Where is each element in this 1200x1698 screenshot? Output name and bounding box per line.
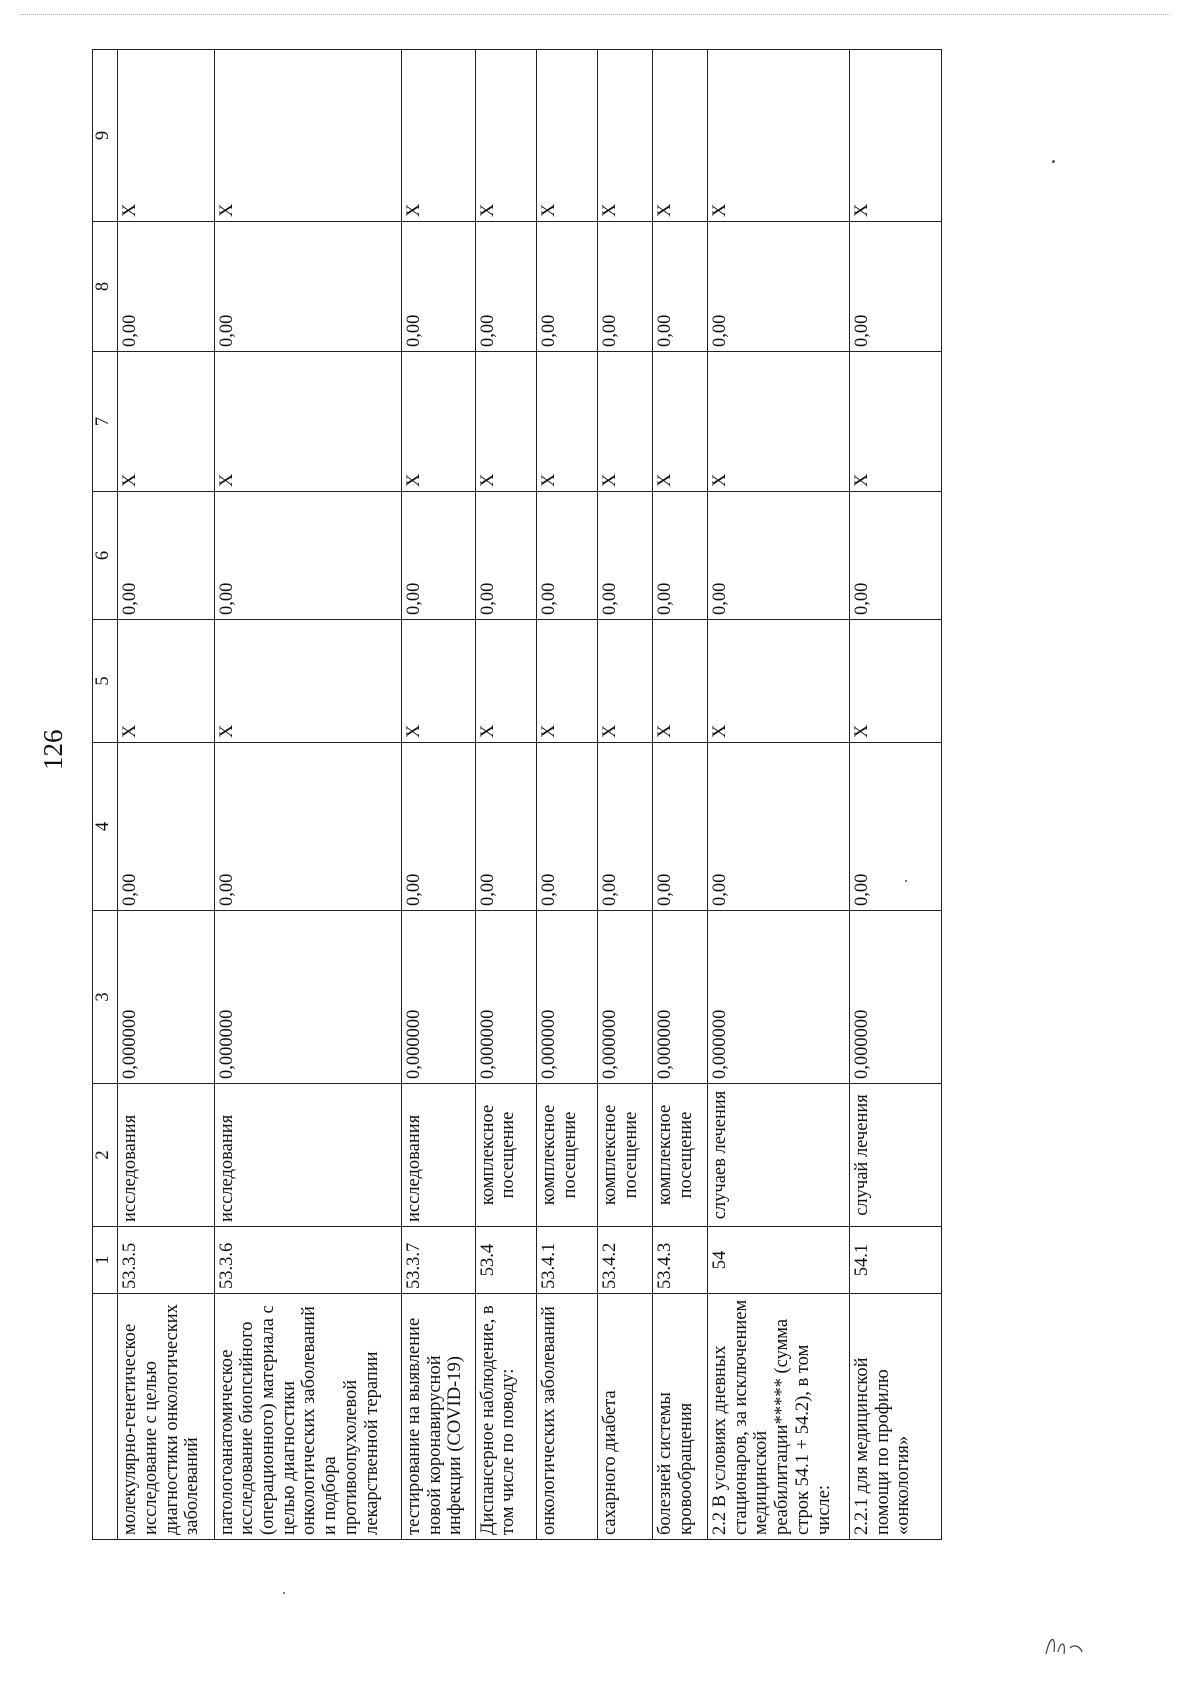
table-cell-col-7: X bbox=[536, 352, 597, 492]
table-cell-col-0: болезней системы кровообращения bbox=[653, 1294, 708, 1540]
table-cell-col-0: молекулярно-генетическое исследование с целью диагностики онкологических заболеваний bbox=[118, 1294, 214, 1540]
table-cell-col-8: 0,00 bbox=[598, 222, 653, 352]
table-cell-col-6: 0,00 bbox=[849, 492, 941, 620]
header-cell: 2 bbox=[93, 1084, 118, 1227]
table-row bbox=[401, 50, 475, 1540]
table-cell-col-0: патологоанатомическое исследование биопсийного (операционного) материала с целью диагностики онкологических заболеваний и подбора противоопухолевой лекарственной терапии bbox=[214, 1294, 401, 1540]
table-cell-col-3: 0,000000 bbox=[598, 911, 653, 1084]
table-cell-col-3: 0,000000 bbox=[653, 911, 708, 1084]
table-cell-col-6: 0,00 bbox=[401, 492, 475, 620]
table-cell-col-1: 53.3.6 bbox=[214, 1227, 401, 1294]
table-cell-col-6: 0,00 bbox=[707, 492, 849, 620]
header-cell bbox=[93, 1294, 118, 1540]
table-cell-col-1: 53.3.5 bbox=[118, 1227, 214, 1294]
table-row bbox=[707, 50, 849, 1540]
table-cell-col-7: X bbox=[653, 352, 708, 492]
table-cell-col-2: комплексное посещение bbox=[653, 1084, 708, 1227]
table-cell-col-6: 0,00 bbox=[536, 492, 597, 620]
table-cell-col-3: 0,000000 bbox=[536, 911, 597, 1084]
table-cell-col-6: 0,00 bbox=[475, 492, 536, 620]
table-cell-col-4: 0,00 bbox=[707, 743, 849, 911]
table-cell-col-8: 0,00 bbox=[401, 222, 475, 352]
table-cell-col-3: 0,000000 bbox=[401, 911, 475, 1084]
table-cell-col-4: 0,00 bbox=[849, 743, 941, 911]
table-cell-col-1: 53.4.3 bbox=[653, 1227, 708, 1294]
table-cell-col-6: 0,00 bbox=[653, 492, 708, 620]
table-row bbox=[118, 50, 214, 1540]
table-cell-col-2: исследования bbox=[401, 1084, 475, 1227]
table-cell-col-9: X bbox=[475, 50, 536, 222]
table-cell-col-5: X bbox=[401, 620, 475, 743]
table-cell-col-5: X bbox=[536, 620, 597, 743]
table-row bbox=[536, 50, 597, 1540]
table-cell-col-5: X bbox=[118, 620, 214, 743]
table-cell-col-1: 53.4.1 bbox=[536, 1227, 597, 1294]
scan-edge-line bbox=[20, 14, 1170, 16]
header-cell: 3 bbox=[93, 911, 118, 1084]
table-cell-col-4: 0,00 bbox=[214, 743, 401, 911]
table-cell-col-3: 0,000000 bbox=[475, 911, 536, 1084]
table-cell-col-9: X bbox=[214, 50, 401, 222]
table-cell-col-1: 53.4.2 bbox=[598, 1227, 653, 1294]
table-cell-col-4: 0,00 bbox=[653, 743, 708, 911]
header-cell: 5 bbox=[93, 620, 118, 743]
table-cell-col-9: X bbox=[849, 50, 941, 222]
table-cell-col-8: 0,00 bbox=[707, 222, 849, 352]
table-cell-col-2: исследования bbox=[214, 1084, 401, 1227]
header-cell: 8 bbox=[93, 222, 118, 352]
table-cell-col-0: Диспансерное наблюдение, в том числе по поводу: bbox=[475, 1294, 536, 1540]
table-cell-col-5: X bbox=[475, 620, 536, 743]
table-cell-col-4: 0,00 bbox=[401, 743, 475, 911]
header-cell: 7 bbox=[93, 352, 118, 492]
table-cell-col-9: X bbox=[536, 50, 597, 222]
table-body bbox=[93, 50, 942, 1540]
table-cell-col-2: случаев лечения bbox=[707, 1084, 849, 1227]
table-row bbox=[475, 50, 536, 1540]
table-cell-col-6: 0,00 bbox=[118, 492, 214, 620]
table-cell-col-9: X bbox=[598, 50, 653, 222]
table-cell-col-7: X bbox=[598, 352, 653, 492]
table-cell-col-0: 2.2.1 для медицинской помощи по профилю «онкология» bbox=[849, 1294, 941, 1540]
table-cell-col-0: 2.2 В условиях дневных стационаров, за исключением медицинской реабилитации***** (сумма строк 54.1 + 54.2), в том числе: bbox=[707, 1294, 849, 1540]
table-cell-col-1: 53.4 bbox=[475, 1227, 536, 1294]
table-header-row bbox=[93, 50, 118, 1540]
table-cell-col-7: X bbox=[401, 352, 475, 492]
table-cell-col-9: X bbox=[653, 50, 708, 222]
table-cell-col-2: комплексное посещение bbox=[598, 1084, 653, 1227]
table-cell-col-6: 0,00 bbox=[214, 492, 401, 620]
table-cell-col-0: сахарного диабета bbox=[598, 1294, 653, 1540]
table-row bbox=[598, 50, 653, 1540]
table-cell-col-3: 0,000000 bbox=[849, 911, 941, 1084]
table-cell-col-1: 53.3.7 bbox=[401, 1227, 475, 1294]
table-row bbox=[849, 50, 941, 1540]
table-cell-col-9: X bbox=[118, 50, 214, 222]
header-cell: 9 bbox=[93, 50, 118, 222]
table-cell-col-5: X bbox=[653, 620, 708, 743]
table-cell-col-8: 0,00 bbox=[536, 222, 597, 352]
table-cell-col-7: X bbox=[849, 352, 941, 492]
table-cell-col-7: X bbox=[707, 352, 849, 492]
table-cell-col-5: X bbox=[598, 620, 653, 743]
table-cell-col-7: X bbox=[214, 352, 401, 492]
page-number: 126 bbox=[38, 729, 68, 770]
table-cell-col-4: 0,00 bbox=[118, 743, 214, 911]
table-cell-col-2: исследования bbox=[118, 1084, 214, 1227]
table-cell-col-3: 0,000000 bbox=[707, 911, 849, 1084]
table-cell-col-7: X bbox=[118, 352, 214, 492]
table-cell-col-5: X bbox=[214, 620, 401, 743]
table-cell-col-9: X bbox=[707, 50, 849, 222]
table-cell-col-2: случай лечения bbox=[849, 1084, 941, 1227]
scan-speck bbox=[283, 1592, 285, 1594]
table-cell-col-4: 0,00 bbox=[475, 743, 536, 911]
table-cell-col-7: X bbox=[475, 352, 536, 492]
table-cell-col-5: X bbox=[707, 620, 849, 743]
table-cell-col-1: 54.1 bbox=[849, 1227, 941, 1294]
table-cell-col-4: 0,00 bbox=[598, 743, 653, 911]
table-cell-col-0: онкологических заболеваний bbox=[536, 1294, 597, 1540]
table-cell-col-0: тестирование на выявление новой коронавирусной инфекции (COVID-19) bbox=[401, 1294, 475, 1540]
table-cell-col-8: 0,00 bbox=[653, 222, 708, 352]
signature-mark bbox=[1040, 1628, 1088, 1658]
table-cell-col-1: 54 bbox=[707, 1227, 849, 1294]
data-table bbox=[92, 49, 942, 1540]
table-cell-col-8: 0,00 bbox=[475, 222, 536, 352]
header-cell: 4 bbox=[93, 743, 118, 911]
table-cell-col-8: 0,00 bbox=[849, 222, 941, 352]
table-cell-col-8: 0,00 bbox=[118, 222, 214, 352]
table-cell-col-8: 0,00 bbox=[214, 222, 401, 352]
table-cell-col-9: X bbox=[401, 50, 475, 222]
table-cell-col-3: 0,000000 bbox=[214, 911, 401, 1084]
table-cell-col-3: 0,000000 bbox=[118, 911, 214, 1084]
table-cell-col-5: X bbox=[849, 620, 941, 743]
scan-speck bbox=[1052, 160, 1055, 163]
table-row bbox=[214, 50, 401, 1540]
header-cell: 6 bbox=[93, 492, 118, 620]
table-cell-col-2: комплексное посещение bbox=[475, 1084, 536, 1227]
header-cell: 1 bbox=[93, 1227, 118, 1294]
table-row bbox=[653, 50, 708, 1540]
table-cell-col-4: 0,00 bbox=[536, 743, 597, 911]
table-cell-col-2: комплексное посещение bbox=[536, 1084, 597, 1227]
table-cell-col-6: 0,00 bbox=[598, 492, 653, 620]
